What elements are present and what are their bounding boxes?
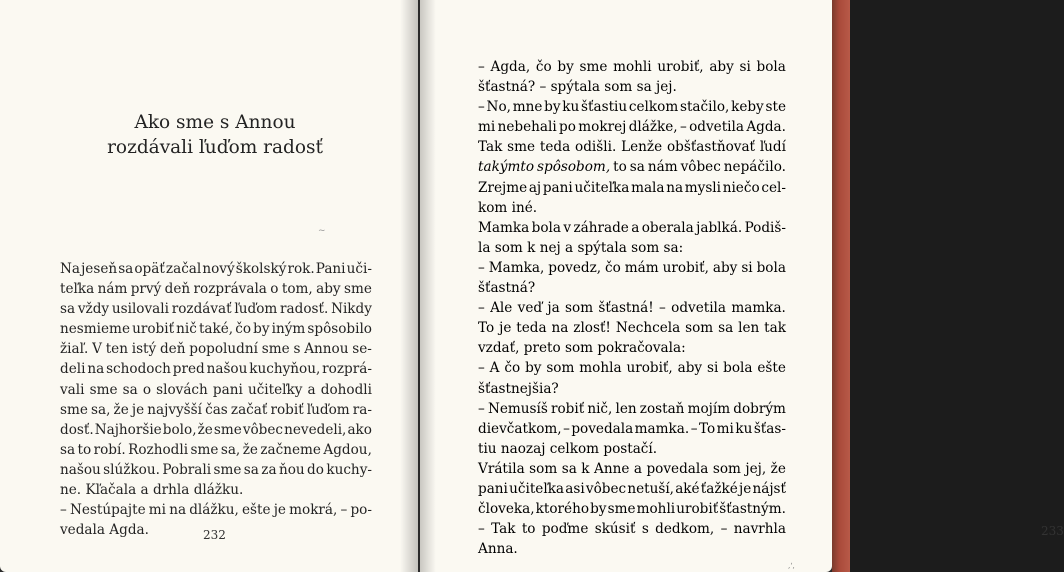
text-line: vali sme sa o slovách pani učiteľky a dohodli bbox=[60, 381, 372, 398]
text-line: mi nebehali po mokrej dlážke, – odvetila Agda. bbox=[478, 119, 786, 136]
text-line: – Ale veď ja som šťastná! – odvetila mamka. bbox=[478, 300, 786, 317]
text-line: Anna. bbox=[478, 541, 518, 558]
text-line: tiu naozaj celkom postačí. bbox=[478, 440, 658, 457]
text-line: človeka, ktorého by sme mohli urobiť šťastným. bbox=[478, 501, 786, 518]
text-line: vedala Agda. bbox=[60, 522, 149, 539]
text-line: našou slúžkou. Pobrali sme sa za ňou do kuchy- bbox=[60, 461, 372, 478]
gutter-shadow-left bbox=[400, 0, 418, 572]
text-line: Mamka bola v záhrade a oberala jablká. Podiš- bbox=[478, 219, 786, 236]
text-line: – Mamka, povedz, čo mám urobiť, aby si bola bbox=[478, 259, 786, 276]
text-line: dievčatkom, – povedala mamka. – To mi ku šťas- bbox=[478, 420, 786, 437]
left-page bbox=[0, 0, 418, 572]
chapter-title-line-1: Ako sme s Annou bbox=[134, 112, 296, 133]
book-page-edge bbox=[832, 0, 850, 572]
text-line: deli na schodoch pred našou kuchyňou, rozprá- bbox=[60, 361, 372, 378]
text-line: žiaľ. V ten istý deň popoludní sme s Annou se- bbox=[60, 341, 372, 358]
text-line: sa vždy usilovali rozdávať ľuďom radosť. Nikdy bbox=[60, 301, 372, 318]
text-line: nesmieme urobiť nič také, čo by iným spôsobilo bbox=[60, 321, 372, 338]
corner-mark: ‚‘‚ bbox=[788, 562, 795, 570]
text-line: Zrejme aj pani učiteľka mala na mysli niečo cel- bbox=[478, 179, 786, 196]
chapter-title bbox=[60, 110, 370, 160]
text-line: šťastná? bbox=[478, 280, 536, 297]
text-line: šťastná? – spýtala som sa jej. bbox=[478, 79, 677, 96]
text-line: – Tak to poďme skúsiť s dedkom, – navrhla bbox=[478, 521, 786, 538]
text-line: takýmto spôsobom, to sa nám vôbec nepáčilo. bbox=[478, 159, 786, 176]
gutter-shadow-right bbox=[420, 0, 436, 572]
page-number-right: 233 bbox=[1041, 524, 1064, 538]
page-number-left: 232 bbox=[203, 528, 226, 542]
text-line: – A čo by som mohla urobiť, aby si bola ešte bbox=[478, 360, 786, 377]
text-line: Vrátila som sa k Anne a povedala som jej, že bbox=[478, 460, 786, 477]
chapter-title-line-2: rozdávali ľuďom radosť bbox=[107, 137, 323, 158]
text-line: To je teda na zlosť! Nechcela som sa len tak bbox=[478, 320, 786, 337]
text-line: Tak sme teda odišli. Lenže obšťastňovať ľudí bbox=[478, 139, 786, 156]
text-line: – Nemusíš robiť nič, len zostaň mojím dobrým bbox=[478, 400, 786, 417]
text-line: kom iné. bbox=[478, 199, 538, 216]
text-line: sme sa, že je najvyšší čas začať robiť ľuďom ra- bbox=[60, 401, 372, 418]
text-line: vzdať, preto som pokračovala: bbox=[478, 340, 686, 357]
ornament-mark: ~ bbox=[318, 226, 326, 236]
text-line: – No, mne by ku šťastiu celkom stačilo, keby ste bbox=[478, 99, 786, 116]
left-body-text bbox=[60, 259, 372, 540]
text-line: sa to robí. Rozhodli sme sa, že začneme Agdou, bbox=[60, 441, 372, 458]
text-line: – Agda, čo by sme mohli urobiť, aby si bola bbox=[478, 59, 786, 75]
text-line: šťastnejšia? bbox=[478, 380, 559, 397]
text-line: – Nestúpajte mi na dlážku, ešte je mokrá, – po- bbox=[60, 502, 372, 519]
text-line: pani učiteľka asi vôbec netuší, aké ťažké je nájsť bbox=[478, 480, 786, 497]
text-line: la som k nej a spýtala som sa: bbox=[478, 239, 684, 256]
right-body-text bbox=[478, 57, 786, 559]
text-line: ne. Kľačala a drhla dlážku. bbox=[60, 482, 244, 499]
text-line: teľka nám prvý deň rozprávala o tom, aby sme bbox=[60, 281, 372, 298]
text-line: Na jeseň sa opäť začal nový školský rok. Pani uči- bbox=[60, 261, 372, 277]
text-line: dosť. Najhoršie bolo, že sme vôbec nevedeli, ako bbox=[60, 421, 372, 438]
